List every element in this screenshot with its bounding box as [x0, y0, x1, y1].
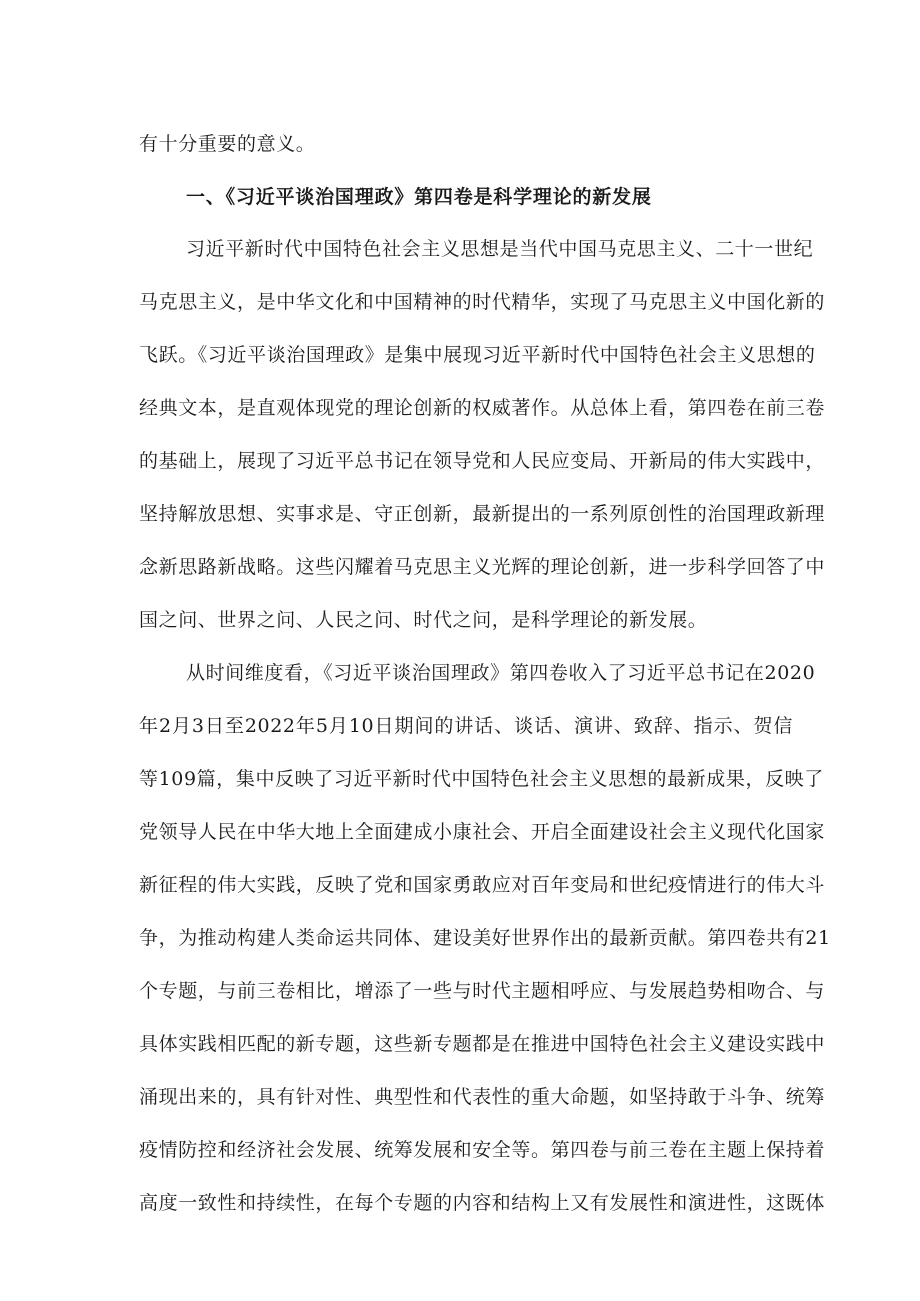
paragraph-line: 经典文本，是直观体现党的理论创新的权威著作。从总体上看，第四卷在前三卷	[139, 397, 826, 419]
paragraph-line: 个专题，与前三卷相比，增添了一些与时代主题相呼应、与发展趋势相吻合、与	[139, 980, 826, 1002]
paragraph-line: 等109篇，集中反映了习近平新时代中国特色社会主义思想的最新成果，反映了	[139, 768, 824, 790]
paragraph-line: 党领导人民在中华大地上全面建成小康社会、开启全面建设社会主义现代化国家	[139, 821, 826, 843]
paragraph-line: 习近平新时代中国特色社会主义思想是当代中国马克思主义、二十一世纪	[186, 238, 814, 260]
paragraph-line: 年2月3日至2022年5月10日期间的讲话、谈话、演讲、致辞、指示、贺信	[139, 715, 793, 737]
paragraph-line: 马克思主义，是中华文化和中国精神的时代精华，实现了马克思主义中国化新的	[139, 291, 826, 313]
section-heading: 一、《习近平谈治国理政》第四卷是科学理论的新发展	[186, 186, 652, 208]
paragraph-line: 坚持解放思想、实事求是、守正创新，最新提出的一系列原创性的治国理政新理	[139, 503, 826, 525]
paragraph-line: 国之问、世界之问、人民之问、时代之问，是科学理论的新发展。	[139, 609, 708, 631]
paragraph-line: 有十分重要的意义。	[139, 133, 316, 155]
paragraph-line: 的基础上，展现了习近平总书记在领导党和人民应变局、开新局的伟大实践中，	[139, 450, 826, 472]
paragraph-line: 高度一致性和持续性，在每个专题的内容和结构上又有发展性和演进性，这既体	[139, 1192, 826, 1214]
paragraph-line: 具体实践相匹配的新专题，这些新专题都是在推进中国特色社会主义建设实践中	[139, 1033, 826, 1055]
paragraph-line: 疫情防控和经济社会发展、统筹发展和安全等。第四卷与前三卷在主题上保持着	[139, 1139, 826, 1161]
paragraph-line: 从时间维度看，《习近平谈治国理政》第四卷收入了习近平总书记在2020	[186, 662, 816, 684]
paragraph-line: 涌现出来的，具有针对性、典型性和代表性的重大命题，如坚持敢于斗争、统筹	[139, 1086, 826, 1108]
paragraph-line: 念新思路新战略。这些闪耀着马克思主义光辉的理论创新，进一步科学回答了中	[139, 556, 826, 578]
paragraph-line: 新征程的伟大实践，反映了党和国家勇敢应对百年变局和世纪疫情进行的伟大斗	[139, 874, 826, 896]
paragraph-line: 飞跃。《习近平谈治国理政》是集中展现习近平新时代中国特色社会主义思想的	[139, 344, 816, 366]
paragraph-line: 争，为推动构建人类命运共同体、建设美好世界作出的最新贡献。第四卷共有21	[139, 927, 831, 949]
